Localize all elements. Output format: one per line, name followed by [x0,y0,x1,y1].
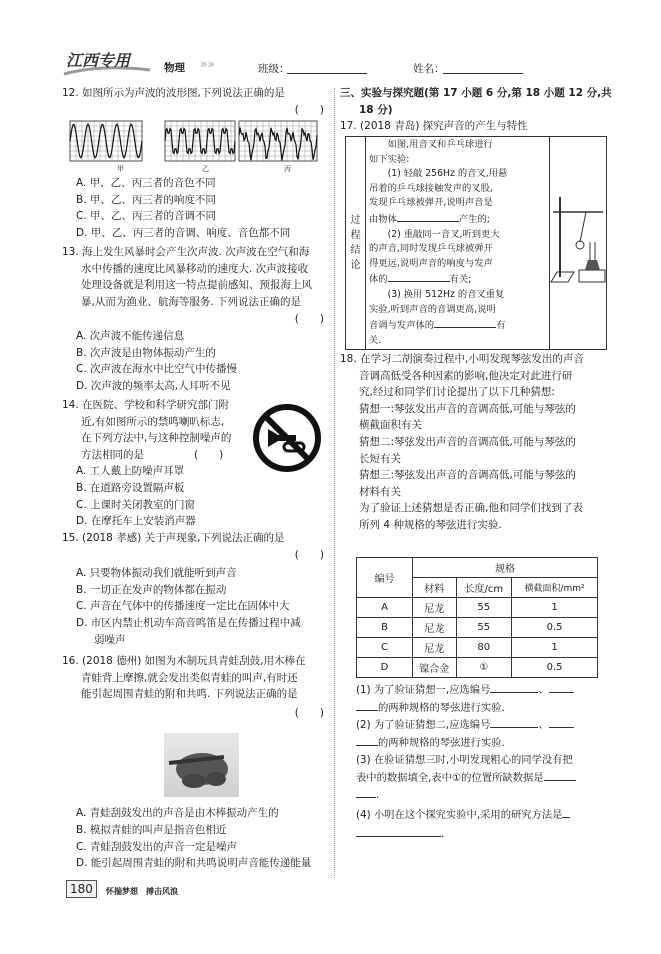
option-a[interactable]: A. 青蛙刮鼓发出的声音是由木棒振动产生的 [76,807,279,820]
answer-paren: ( ) [294,548,324,561]
q18-subquestions: (1) 为了验证猜想一,应选编号 、 的两种规格的琴弦进行实验. (2) 为了验证猜想二,应选编号 、 的两种规格的琴弦进行实验. (3) 在验证猜想三时,小明发现粗心的同学没有把 表中的数据填全,表中①的位置所缺数据是 . (4) 小明在这个探究实验中,采用的研究方法是 . [356,682,616,844]
blank-field[interactable] [356,787,376,798]
header-length: 长度/cm [456,578,512,598]
subject-label: 物理 [164,62,185,74]
hypothesis-1-cont: 横截面积有关 [359,419,422,432]
q14-line: 方法相同的是 [81,448,144,461]
option-b[interactable]: B. 在道路旁设置隔声板 [76,481,185,494]
option-d[interactable]: D. 次声波的频率太高,人耳听不见 [76,379,231,392]
wave-label: 丙 [284,165,291,174]
option-a[interactable]: A. 次声波不能传递信息 [76,329,185,342]
question-12 [62,85,330,242]
table-cell: 尼龙 [413,638,457,658]
q13-line: 处理设备就是利用这一特点提前感知、预报海上风 [81,279,312,292]
name-field[interactable] [443,73,523,74]
hypothesis-2-cont: 长短有关 [359,452,401,465]
question-15 [62,530,330,648]
table-cell: 1 [512,598,598,618]
header-spec: 规格 [413,558,598,578]
q14-line: 近,有如图所示的禁鸣喇叭标志, [81,415,225,428]
table-cell: 尼龙 [413,598,457,618]
page-number: 180 [66,880,97,898]
frog-icon [164,733,239,797]
option-c[interactable]: C. 甲、乙、丙三者的音调不同 [76,210,217,223]
hypothesis-3: 猜想三:琴弦发出声音的音调高低,可能与琴弦的 [359,469,576,482]
option-b[interactable]: B. 次声波是由物体振动产生的 [76,346,216,359]
blank-field[interactable] [434,317,496,328]
table-row [357,618,598,638]
name-label: 姓名： [413,63,445,75]
header-id: 编号 [357,558,413,598]
answer-paren: ( ) [294,313,324,326]
sub-1-cont: 的两种规格的琴弦进行实验. [378,701,505,714]
sub-2-cont: 的两种规格的琴弦进行实验. [378,736,505,749]
table-cell: 0.5 [512,618,598,638]
table-cell: 镍合金 [413,658,457,678]
answer-paren: ( ) [294,103,324,116]
table-row [357,598,598,618]
option-c[interactable]: C. 上课时关闭教室的门窗 [76,498,196,511]
option-a[interactable]: A. 甲、乙、丙三者的音色不同 [76,177,216,190]
q18-line: 所列 4 种规格的琴弦进行实验. [359,518,502,531]
logo-text: 江西专用 [66,51,131,70]
blank-field[interactable] [549,682,574,693]
section-3 [340,85,640,135]
section-title: 三、实验与探究题(第 17 小题 6 分,第 18 小题 12 分,共 [340,87,612,99]
tuning-fork-apparatus-icon [550,192,606,292]
procedure-text: 如图,用音叉和乒乓球进行 如下实验: (1) 轻敲 256Hz 的音叉,用悬 吊着的乒乓球接触发声的叉股, 发现乒乓球被弹开,说明声音是 由物体 产生的; (2) 重敲同一音叉,听到更大 的声音,同时发现乒乓球被弹开 得更远,说明声音的响度与发声 体的 有关; (3) 换用 512Hz 的音叉重复 实验,听到声音的音调更高,说明 音调与发声体的 有 关. [366,137,550,350]
class-field[interactable] [287,73,367,74]
option-b[interactable]: B. 模拟青蛙的叫声是指音色相近 [76,823,227,836]
blank-field[interactable] [356,735,378,746]
wave-label: 甲 [117,165,124,174]
question-18 [340,351,615,534]
option-d-cont: 弱噪声 [94,633,126,646]
table-cell: 80 [456,638,512,658]
table-cell: 0.5 [512,658,598,678]
table-cell: 尼龙 [413,618,457,638]
column-divider [334,88,335,878]
table-cell: B [357,618,413,638]
option-b[interactable]: B. 一切正在发声的物体都在振动 [76,583,227,596]
q17-stem: 17. (2018 青岛) 探究声音的产生与特性 [340,120,528,133]
question-13 [62,244,330,394]
waveform-line [239,128,317,161]
table-row [357,658,598,678]
q15-stem: 15. (2018 孝感) 关于声现象,下列说法正确的是 [62,532,285,544]
q14-line: 在下列方法中,与这种控制噪声的 [81,432,232,445]
option-c[interactable]: C. 声音在气体中的传播速度一定比在固体中大 [76,600,290,613]
option-c[interactable]: C. 青蛙刮鼓发出的声音一定是噪声 [76,840,238,853]
blank-field[interactable] [490,682,538,693]
string-spec-table [356,557,598,678]
q12-stem: 12. 如图所示为声波的波形图,下列说法正确的是 [62,87,285,99]
option-d[interactable]: D. 在摩托车上安装消声器 [76,515,196,528]
table-cell: 55 [456,598,512,618]
table-cell: C [357,638,413,658]
waveform-figure [62,118,330,164]
blank-field[interactable] [549,717,574,728]
sub-1: (1) 为了验证猜想一,应选编号 [356,684,491,696]
option-a[interactable]: A. 工人戴上防噪声耳罩 [76,465,185,478]
option-d[interactable]: D. 市区内禁止机动车高音鸣笛是在传播过程中减 [76,616,301,629]
option-a[interactable]: A. 只要物体振动我们就能听到声音 [76,567,237,580]
footer-slogan: 怀揣梦想 搏击风浪 [106,887,178,896]
class-label: 班级： [258,63,290,75]
blank-field[interactable] [356,700,378,711]
side-label: 过 程 结 论 [346,137,366,350]
table-cell: 55 [456,618,512,638]
frog-toy-photo [164,733,239,797]
q14-line: 14. 在医院、学校和科学研究部门附 [62,399,230,411]
blank-field[interactable] [490,717,538,728]
table-row [357,638,598,658]
blank-field[interactable] [356,826,441,837]
no-horn-sign-icon [252,403,322,473]
option-d[interactable]: D. 能引起周围青蛙的附和共鸣说明声音能传递能量 [76,857,312,870]
chevron-icon: »» [200,57,215,71]
q18-line: 为了验证上述猜想是否正确,他和同学们找到了表 [359,502,583,515]
q17-table [345,136,607,350]
q18-line: 18. 在学习二胡演奏过程中,小明发现琴弦发出的声音 [340,353,584,365]
blank-field[interactable] [562,807,570,818]
header-logo [62,48,152,78]
header-area: 横截面积/mm² [512,578,598,598]
q13-line: 水中传播的速度比风暴移动的速度大. 次声波接收 [81,262,309,275]
q16-line: 青蛙背上摩擦,就会发出类似青蛙的叫声,有时还 [81,671,298,684]
section-title-cont: 18 分) [359,103,393,116]
q18-line: 音调高低受各种因素的影响,他决定对此进行研 [359,369,573,382]
q13-line: 暴,从而为渔业、航海等服务. 下列说法正确的是 [81,295,302,308]
q16-line: 能引起周围青蛙的附和共鸣. 下列说法正确的是 [81,688,298,701]
option-b[interactable]: B. 甲、乙、丙三者的响度不同 [76,193,216,206]
table-cell: ① [456,658,512,678]
sub-3-cont: 表中的数据填全,表中①的位置所缺数据是 [356,771,544,784]
tuning-fork-figure [550,137,607,350]
sub-3: (3) 在验证猜想三时,小明发现粗心的同学没有把 [356,754,573,766]
wave-label: 乙 [202,165,209,174]
q13-line: 13. 海上发生风暴时会产生次声波. 次声波在空气和海 [62,246,310,258]
option-d[interactable]: D. 甲、乙、丙三者的音调、响度、音色都不同 [76,226,291,239]
sub-4: (4) 小明在这个探究实验中,采用的研究方法是 [356,808,563,821]
header-material: 材料 [413,578,457,598]
q18-line: 究,经过和同学们讨论提出了以下几种猜想: [359,386,555,399]
answer-paren: ( ) [294,706,324,719]
answer-paren: ( ) [194,448,224,461]
hypothesis-2: 猜想二:琴弦发出声音的音调高低,可能与琴弦的 [359,435,576,448]
blank-field[interactable] [544,770,576,781]
blank-field[interactable] [388,271,450,282]
blank-field[interactable] [397,211,459,222]
table-cell: 1 [512,638,598,658]
table-cell: A [357,598,413,618]
sub-2: (2) 为了验证猜想二,应选编号 [356,719,491,731]
hypothesis-1: 猜想一:琴弦发出声音的音调高低,可能与琴弦的 [359,402,576,415]
option-c[interactable]: C. 次声波在海水中比空气中传播慢 [76,363,238,376]
q16-line: 16. (2018 德州) 如图为木制玩具青蛙刮鼓,用木棒在 [62,655,306,667]
hypothesis-3-cont: 材料有关 [359,485,401,498]
table-cell: D [357,658,413,678]
